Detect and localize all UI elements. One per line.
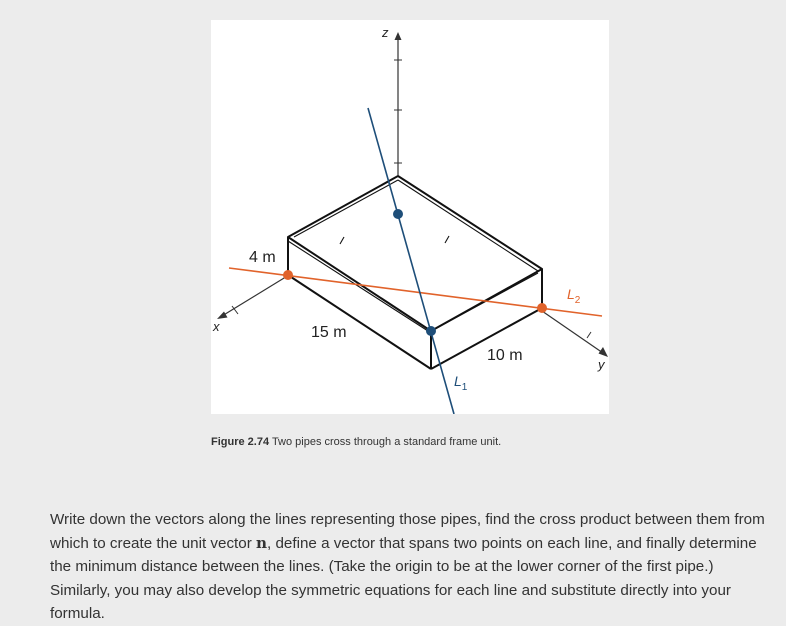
x-axis-label: x <box>213 319 220 334</box>
tick-mark <box>340 237 344 244</box>
y-tick <box>587 332 591 338</box>
problem-text-part1: Write down the vectors along the lines representing those pipes, find the cross product between them from which to create the unit vector <box>50 511 765 552</box>
x-axis <box>212 275 289 334</box>
caption-label: Figure 2.74 <box>211 436 270 448</box>
pipe-l1 <box>368 108 468 414</box>
height-dimension-label: 4 m <box>249 249 276 266</box>
pipe-l1-line <box>368 108 454 414</box>
pipe-l2-point <box>283 270 293 280</box>
pipe-l1-label: $L_1$ <box>454 373 468 393</box>
pipe-l2-point <box>537 303 547 313</box>
x-axis-line <box>222 275 289 316</box>
figure-caption <box>211 436 631 448</box>
y-axis-arrow-icon <box>599 347 609 357</box>
box-top-face <box>288 176 542 331</box>
y-axis-label: y <box>598 357 605 372</box>
box-edge-bottom-front <box>288 275 431 369</box>
pipe-l1-point <box>426 326 436 336</box>
tick-mark <box>445 236 449 243</box>
z-axis-label: z <box>382 25 389 40</box>
z-axis-arrow-icon <box>395 32 402 40</box>
y-axis-line <box>542 311 603 353</box>
figure-panel <box>211 20 609 414</box>
problem-text <box>50 508 766 626</box>
frame-inner-edges <box>288 180 538 331</box>
x-axis-arrow-icon <box>217 312 228 320</box>
unit-vector-n: n <box>255 533 268 552</box>
width-dimension-label: 10 m <box>487 347 523 364</box>
pipes-figure <box>211 20 609 414</box>
inner-edge <box>398 180 538 271</box>
caption-text: Two pipes cross through a standard frame unit. <box>271 436 502 448</box>
inner-edge <box>294 180 398 237</box>
pipe-l2-label: $L_2$ <box>567 286 581 306</box>
y-axis <box>542 311 608 372</box>
pipe-l1-point <box>393 209 403 219</box>
problem-text-part2: , define a vector that spans two points on each line, and finally determine the minimum distance between the lines. (Take the origin to be at the lower corner of the first pipe.) Similarly, you may also develop the symmetric equations for each line and substitute directly into your formula. <box>50 534 757 622</box>
z-axis <box>381 25 402 175</box>
inner-edge <box>288 241 428 331</box>
length-dimension-label: 15 m <box>311 324 347 341</box>
